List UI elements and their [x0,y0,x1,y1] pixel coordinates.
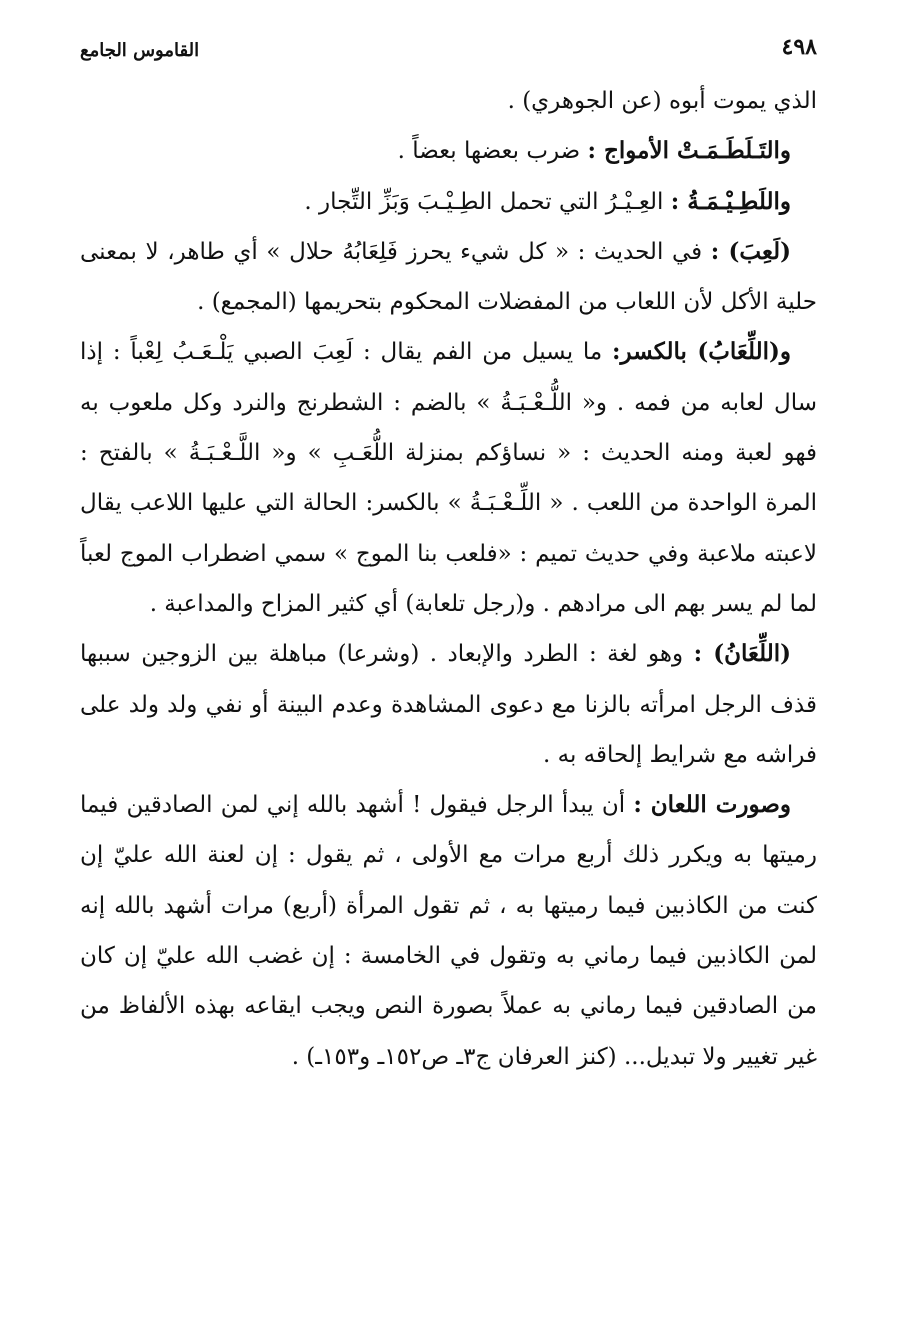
entry-text: العِـيْـرُ التي تحمل الطِـيْـبَ وَبَزِّ التِّجار . [304,188,671,215]
entry-text: ضرب بعضها بعضاً . [397,138,588,165]
entry-taltamat [80,126,817,176]
paragraph-text: الذي يموت أبوه (عن الجوهري) . [507,88,817,114]
entry-text: في الحديث : « كل شيء يحرز فَلِعَابُهُ حلال » أي طاهر، لا بمعنى حلية الأكل لأن اللعاب من المفضلات المحكوم بتحريمها (المجمع) . [80,238,817,316]
entry-laiba [80,227,817,328]
page-header [80,34,817,74]
entry-latima [80,177,817,227]
entry-head: و(اللِّعَابُ) بالكسر: [612,338,792,366]
entry-head: (لَعِبَ) : [710,237,791,265]
entry-text: أن يبدأ الرجل فيقول ! أشهد بالله إني لمن الصادقين فيما رميتها به ويكرر ذلك أربع مرات مع الأولى ، ثم يقول : إن لعنة الله عليّ إن كنت من الكاذبين فيما رميتها به ، ثم تقول المرأة (أربع) مرات أشهد بالله إنه لمن الكاذبين فيما رماني به وتقول في الخامسة : إن غضب الله عليّ إن كان من الصادقين فيما رماني به عملاً بصورة النص ويجب ايقاعه بهذه الألفاظ من غير تغيير ولا تبديل... (كنز العرفان ج٣ـ ص١٥٢ـ و١٥٣ـ) . [80,792,817,1070]
entry-head: (اللِّعَانُ) : [693,640,791,668]
entry-head: وصورت اللعان : [633,791,791,819]
entry-head: واللَطِـيْـمَـةُ : [670,187,791,215]
entry-liaan [80,629,817,780]
entry-head: والتَـلَطَـمَـتْ الأمواج : [587,137,791,165]
entry-text: ما يسيل من الفم يقال : لَعِبَ الصبي يَلْـعَـبُ لِعْباً : إذا سال لعابه من فمه . و« اللُّـعْـبَـةُ » بالضم : الشطرنج والنرد وكل ملعوب به فهو لعبة ومنه الحديث : « نساؤكم بمنزلة اللُّعَـبِ » و« اللَّـعْـبَـةُ » بالفتح : المرة الواحدة من اللعب . « اللِّـعْـبَـةُ » بالكسر: الحالة التي عليها اللاعب يقال لاعبته ملاعبة وفي حديث تميم : «فلعب بنا الموج » سمي اضطراب الموج لعباً لما لم يسر بهم الى مرادهم . و(رجل تلعابة) أي كثير المزاح والمداعبة . [80,339,817,617]
entry-text: وهو لغة : الطرد والإبعاد . (وشرعا) مباهلة بين الزوجين سببها قذف الرجل امرأته بالزنا مع دعوى المشاهدة وعدم البينة أو نفي ولد ولد على فراشه مع شرايط إلحاقه به . [80,641,817,768]
paragraph-continuation [80,76,817,126]
entry-liaab [80,327,817,629]
page-number: ٤٩٨ [781,34,817,60]
body-text [80,76,817,1082]
entry-surat-al-liaan [80,780,817,1082]
running-title: القاموس الجامع [80,40,200,61]
